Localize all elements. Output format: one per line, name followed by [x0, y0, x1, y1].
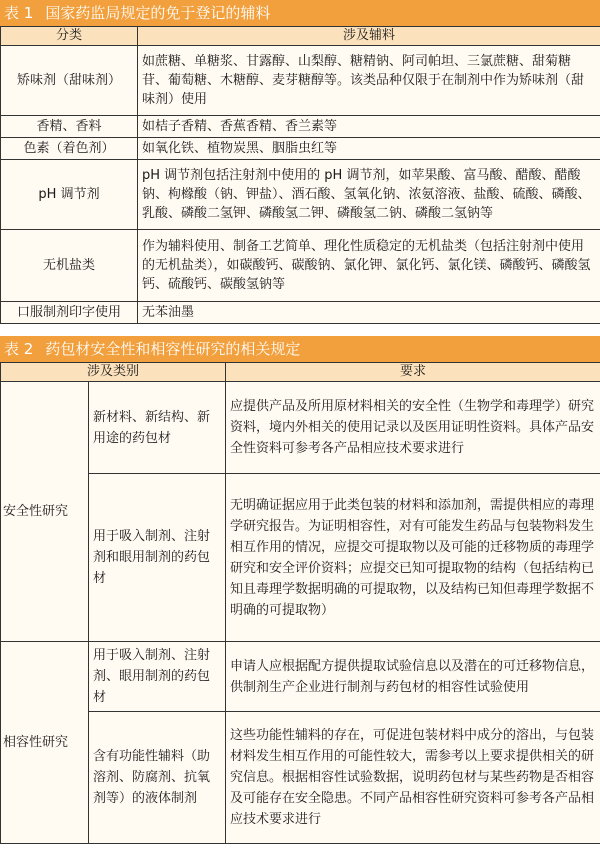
table1-category-cell: 口服制剂印字使用	[1, 302, 138, 324]
table2	[0, 362, 600, 844]
table2-header-category: 涉及类别	[1, 363, 226, 382]
table-row	[1, 382, 600, 474]
table-row	[1, 160, 600, 230]
table2-title: 药包材安全性和相容性研究的相关规定	[45, 340, 301, 358]
table2-header-row	[1, 363, 600, 382]
table2-requirement-cell: 申请人应根据配方提供提取试验信息以及潜在的可迁移物信息，供制剂生产企业进行制剂与药包材的相容性试验使用	[226, 642, 600, 712]
table1-content-cell: 作为辅料使用、制备工艺简单、理化性质稳定的无机盐类（包括注射剂中使用的无机盐类），如碳酸钙、碳酸钠、氯化钾、氯化钙、氯化镁、磷酸钙、磷酸氢钙、硫酸钙、碳酸氢钠等	[138, 230, 600, 302]
table2-subcategory-cell: 用于吸入制剂、注射剂、眼用制剂的药包材	[89, 642, 226, 712]
table1-category-cell: 矫味剂（甜味剂）	[1, 46, 138, 116]
table-row	[1, 230, 600, 302]
table2-subcategory-cell: 含有功能性辅料（助溶剂、防腐剂、抗氧剂等）的液体制剂	[89, 712, 226, 844]
table-row	[1, 302, 600, 324]
table-gap	[0, 324, 600, 336]
table1-content-cell: 如氧化铁、植物炭黑、胭脂虫红等	[138, 138, 600, 160]
table1-content-cell: 无苯油墨	[138, 302, 600, 324]
table1-category-cell: 色素（着色剂）	[1, 138, 138, 160]
table2-title-bar	[0, 336, 600, 362]
table2-group-cell: 安全性研究	[1, 382, 89, 642]
table1-title-bar	[0, 0, 600, 26]
table-row	[1, 642, 600, 712]
table2-subcategory-cell: 用于吸入制剂、注射剂和眼用制剂的药包材	[89, 474, 226, 642]
table2-group-cell: 相容性研究	[1, 642, 89, 844]
table2-requirement-cell: 无明确证据应用于此类包装的材料和添加剂，需提供相应的毒理学研究报告。为证明相容性，对有可能发生药品与包装物料发生相互作用的情况，应提交可提取物以及可能的迁移物质的毒理学研究和安全评价资料；应提交已知可提取物的结构（包括结构已知且毒理学数据明确的可提取物，以及结构已知但毒理学数据不明确的可提取物）	[226, 474, 600, 642]
table-row	[1, 474, 600, 642]
table1-content-cell: 如桔子香精、香蕉香精、香兰素等	[138, 116, 600, 138]
table1-category-cell: 香精、香料	[1, 116, 138, 138]
table1-category-cell: 无机盐类	[1, 230, 138, 302]
table1-category-cell: pH 调节剂	[1, 160, 138, 230]
table-row	[1, 116, 600, 138]
table-row	[1, 46, 600, 116]
table-row	[1, 138, 600, 160]
table1-title: 国家药监局规定的免于登记的辅料	[45, 4, 271, 22]
table1-content-cell: 如蔗糖、单糖浆、甘露醇、山梨醇、糖精钠、阿司帕坦、三氯蔗糖、甜菊糖苷、葡萄糖、木糖醇、麦芽糖醇等。该类品种仅限于在制剂中作为矫味剂（甜味剂）使用	[138, 46, 600, 116]
table2-subcategory-cell: 新材料、新结构、新用途的药包材	[89, 382, 226, 474]
table2-header-requirement: 要求	[226, 363, 600, 382]
table1-content-cell: pH 调节剂包括注射剂中使用的 pH 调节剂，如苹果酸、富马酸、醋酸、醋酸钠、枸橼酸（钠、钾盐）、酒石酸、氢氧化钠、浓氨溶液、盐酸、硫酸、磷酸、乳酸、磷酸二氢钾、磷酸氢二钾、磷酸氢二钠、磷酸二氢钠等	[138, 160, 600, 230]
table1-number: 表 1	[4, 4, 34, 22]
table2-number: 表 2	[4, 340, 34, 358]
table2-requirement-cell: 这些功能性辅料的存在，可促进包装材料中成分的溶出，与包装材料发生相互作用的可能性较大，需参考以上要求提供相关的研究信息。根据相容性试验数据，说明药包材与某些药物是否相容及可能存在安全隐患。不同产品相容性研究资料可参考各产品相应技术要求进行	[226, 712, 600, 844]
table1-header-content: 涉及辅料	[138, 27, 600, 46]
table-row	[1, 712, 600, 844]
table1	[0, 26, 600, 324]
table2-requirement-cell: 应提供产品及所用原材料相关的安全性（生物学和毒理学）研究资料，境内外相关的使用记录以及医用证明性资料。具体产品安全性资料可参考各产品相应技术要求进行	[226, 382, 600, 474]
table1-header-category: 分类	[1, 27, 138, 46]
table1-header-row	[1, 27, 600, 46]
